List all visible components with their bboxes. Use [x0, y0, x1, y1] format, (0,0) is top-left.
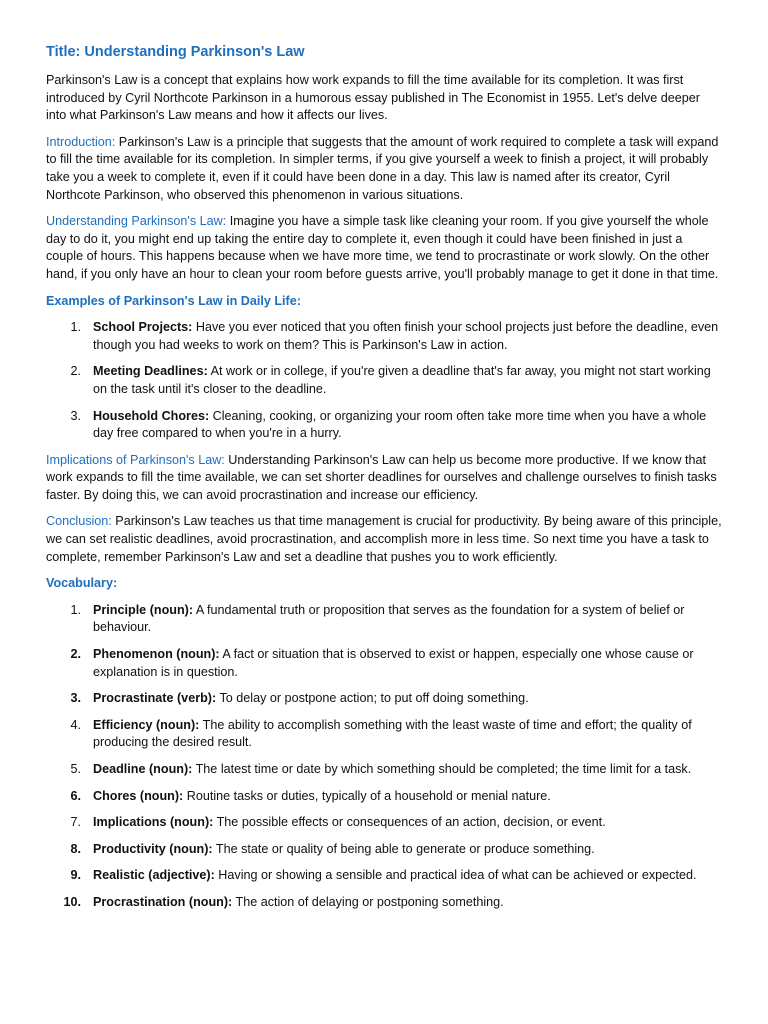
list-number: 3.: [70, 691, 81, 706]
list-number: 9.: [70, 868, 81, 883]
list-number: 7.: [70, 815, 81, 830]
example-term: Household Chores:: [93, 408, 210, 423]
conclusion-lead: Conclusion:: [46, 514, 112, 529]
list-number: 2.: [70, 647, 81, 662]
vocab-term: Productivity (noun):: [93, 841, 213, 856]
list-item: [46, 788, 722, 806]
list-item: [46, 867, 722, 885]
list-item: [46, 761, 722, 779]
vocab-definition: The ability to accomplish something with the least waste of time and effort; the quality of producing the desired result.: [93, 717, 692, 750]
example-term: School Projects:: [93, 320, 193, 335]
vocab-definition: A fundamental truth or proposition that serves as the foundation for a system of belief or behaviour.: [93, 602, 685, 635]
example-text: At work or in college, if you're given a deadline that's far away, you might not start working on the task until it's closer to the deadline.: [93, 364, 711, 396]
list-number: 8.: [70, 841, 81, 856]
list-number: 10.: [63, 894, 81, 909]
examples-heading: Examples of Parkinson's Law in Daily Life:: [46, 293, 301, 308]
list-item: [46, 717, 722, 752]
list-number: 5.: [70, 762, 81, 776]
vocab-term: Procrastinate (verb):: [93, 691, 217, 706]
vocab-term: Deadline (noun):: [93, 762, 193, 776]
intro-paragraph: Parkinson's Law is a concept that explains how work expands to fill the time available for its completion. It was first introduced by Cyril Northcote Parkinson in a humorous essay published in The Economist in 1955. Let's delve deeper into what Parkinson's Law means and how it affects our lives.: [46, 73, 700, 123]
vocab-term: Procrastination (noun):: [93, 894, 233, 909]
understanding-text: Imagine you have a simple task like cleaning your room. If you give yourself the whole day to do it, you might end up taking the entire day to complete it, even though it could have been finished in just a couple of hours. This happens because when we have more time, we tend to procrastinate or work slowly. On the other hand, if you only have an hour to clean your room before guests arrive, you'll probably manage to get it done in that time.: [46, 214, 719, 281]
introduction-text: Parkinson's Law is a principle that suggests that the amount of work required to complete a task will expand to fill the time available for its completion. In simpler terms, if you give yourself a week to finish a project, it will probably take you a week to complete it, even if it could have been done in a day. This law is named after its creator, Cyril Northcote Parkinson, who observed this phenomenon in various situations.: [46, 134, 719, 202]
list-item: [46, 841, 722, 859]
vocab-term: Phenomenon (noun):: [93, 647, 220, 662]
list-item: [46, 363, 722, 398]
vocab-definition: The latest time or date by which something should be completed; the time limit for a task.: [192, 762, 692, 776]
example-text: Have you ever noticed that you often finish your school projects just before the deadline, even though you had weeks to work on them? This is Parkinson's Law in action.: [93, 320, 719, 352]
introduction-lead: Introduction:: [46, 134, 116, 149]
examples-list: [46, 319, 722, 443]
list-number: 1.: [70, 602, 81, 617]
list-item: [46, 602, 722, 637]
vocab-definition: A fact or situation that is observed to exist or happen, especially one whose cause or explanation is in question.: [93, 647, 694, 679]
vocabulary-heading: Vocabulary:: [46, 576, 118, 591]
list-item: [46, 408, 722, 443]
example-term: Meeting Deadlines:: [93, 364, 208, 379]
vocab-definition: Routine tasks or duties, typically of a household or menial nature.: [183, 788, 551, 803]
vocab-term: Implications (noun):: [93, 815, 214, 830]
vocab-term: Efficiency (noun):: [93, 717, 200, 732]
understanding-paragraph: [46, 213, 722, 283]
implications-text: Understanding Parkinson's Law can help us become more productive. If we know that work expands to fill the time available, we can set shorter deadlines for ourselves and challenge ourselves to finish tasks faster. By doing this, we can avoid procrastination and increase our efficiency.: [46, 452, 717, 502]
understanding-lead: Understanding Parkinson's Law:: [46, 214, 227, 229]
list-number: 2.: [70, 364, 81, 379]
introduction-paragraph: [46, 134, 722, 204]
list-number: 3.: [70, 408, 81, 423]
example-text: Cleaning, cooking, or organizing your room often take more time when you have a whole day free compared to when you're in a hurry.: [93, 408, 707, 441]
vocab-definition: To delay or postpone action; to put off doing something.: [216, 691, 529, 706]
list-number: 1.: [70, 320, 81, 335]
vocab-definition: Having or showing a sensible and practical idea of what can be achieved or expected.: [214, 868, 697, 883]
list-item: [46, 319, 722, 354]
vocab-definition: The action of delaying or postponing something.: [232, 894, 504, 909]
implications-lead: Implications of Parkinson's Law:: [46, 452, 225, 467]
list-item: [46, 690, 722, 708]
vocab-definition: The state or quality of being able to generate or produce something.: [212, 841, 595, 856]
conclusion-text: Parkinson's Law teaches us that time management is crucial for productivity. By being aware of this principle, we can set realistic deadlines, avoid procrastination, and accomplish more in less time. So next time you have a task to complete, remember Parkinson's Law and set a deadline that pushes you to work efficiently.: [46, 514, 722, 564]
vocabulary-list: [46, 602, 722, 912]
conclusion-paragraph: [46, 513, 722, 566]
vocab-definition: The possible effects or consequences of an action, decision, or event.: [213, 815, 606, 830]
list-item: [46, 814, 722, 832]
list-number: 4.: [70, 717, 81, 732]
vocab-term: Chores (noun):: [93, 788, 184, 803]
list-item: [46, 894, 722, 912]
vocab-term: Realistic (adjective):: [93, 868, 215, 883]
vocab-term: Principle (noun):: [93, 602, 194, 617]
list-number: 6.: [70, 788, 81, 803]
document-title: Title: Understanding Parkinson's Law: [46, 44, 305, 60]
list-item: [46, 646, 722, 681]
implications-paragraph: [46, 452, 722, 505]
